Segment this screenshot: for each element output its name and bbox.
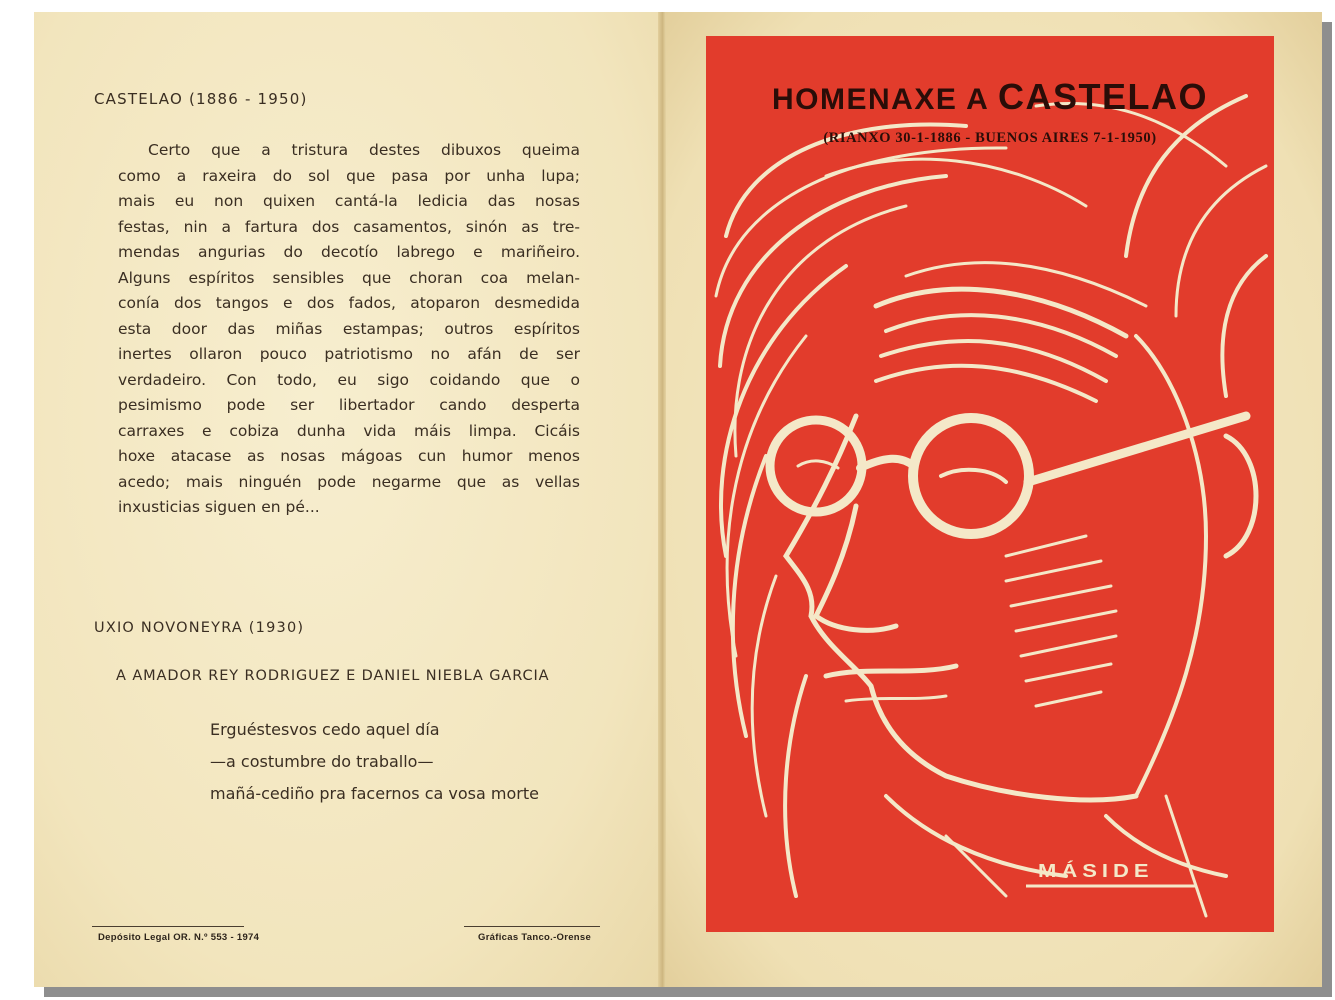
printer-credit: Gráficas Tanco.-Orense bbox=[478, 932, 592, 943]
quote-line: verdadeiro. Con todo, eu sigo coidando que o bbox=[118, 370, 580, 389]
title-homenaxe: HOMENAXE A bbox=[772, 83, 998, 116]
cover-title bbox=[706, 76, 1274, 118]
quote-line: mendas angurias do decotío labrego e mariñeiro. bbox=[118, 243, 580, 261]
castelao-woodcut-portrait bbox=[706, 36, 1274, 932]
quote-line: mais eu non quixen cantá-la ledicia das nosas bbox=[118, 192, 580, 210]
cover-page bbox=[666, 12, 1322, 987]
dedication: A AMADOR REY RODRIGUEZ E DANIEL NIEBLA GARCIA bbox=[116, 668, 550, 684]
poem-line: Erguéstesvos cedo aquel día bbox=[210, 720, 440, 739]
poem bbox=[210, 714, 539, 810]
quote-line: carraxes e cobiza dunha vida máis limpa. Cicáis bbox=[118, 421, 580, 440]
quote-line: como a raxeira do sol que pasa por unha lupa; bbox=[118, 166, 580, 185]
title-castelao: CASTELAO bbox=[997, 76, 1208, 117]
quote-line: festas, nin a fartura dos casamentos, sinón as tre- bbox=[118, 217, 580, 236]
cover-dates: (RIANXO 30-1-1886 - BUENOS AIRES 7-1-1950) bbox=[823, 130, 1157, 146]
poem-line: mañá-cediño pra facernos ca vosa morte bbox=[210, 784, 539, 803]
quote-line: Certo que a tristura destes dibuxos queima bbox=[148, 141, 580, 159]
quote-line: conía dos tangos e dos fados, atoparon desmedida bbox=[118, 294, 580, 312]
quote-line: inertes ollaron pouco patriotismo no afán de ser bbox=[118, 345, 580, 363]
quote-line: Alguns espíritos sensibles que choran coa melan- bbox=[118, 268, 580, 287]
inner-page bbox=[34, 12, 662, 987]
red-cover bbox=[706, 36, 1274, 932]
footer-rule-left bbox=[92, 926, 244, 927]
quote-line: inxusticias siguen en pé... bbox=[118, 498, 320, 516]
artist-signature: MÁSIDE bbox=[1038, 859, 1154, 882]
poem-line: —a costumbre do traballo— bbox=[210, 752, 434, 771]
leaflet bbox=[34, 12, 1322, 987]
legal-deposit: Depósito Legal OR. N.º 553 - 1974 bbox=[98, 932, 260, 943]
castelao-heading: CASTELAO (1886 - 1950) bbox=[94, 90, 308, 108]
footer-rule-right bbox=[464, 926, 600, 927]
novoneyra-heading: UXIO NOVONEYRA (1930) bbox=[94, 620, 305, 636]
quote-line: esta door das miñas estampas; outros espíritos bbox=[118, 319, 580, 338]
quote-line: acedo; mais ninguén pode negarme que as vellas bbox=[118, 472, 580, 491]
castelao-quote bbox=[118, 138, 580, 521]
quote-line: hoxe atacase as nosas mágoas cun humor menos bbox=[118, 447, 580, 465]
quote-line: pesimismo pode ser libertador cando desperta bbox=[118, 396, 580, 414]
